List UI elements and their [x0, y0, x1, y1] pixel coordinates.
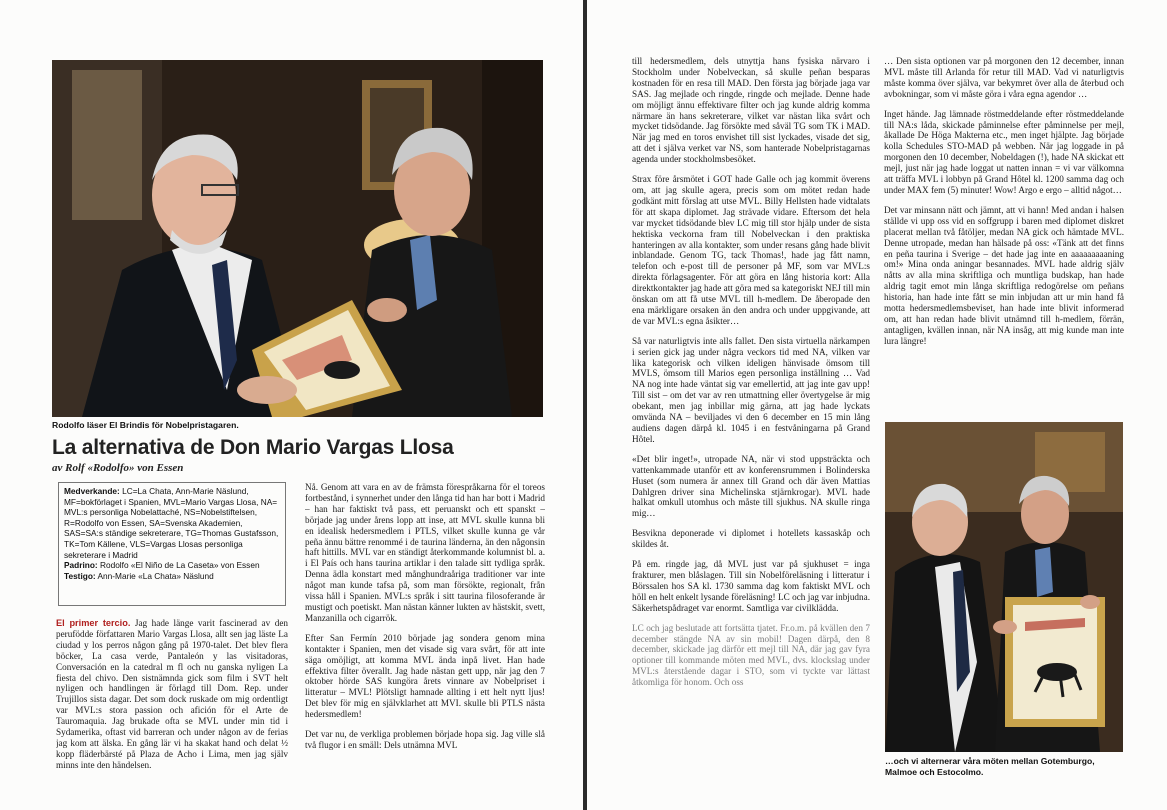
- paragraph: Inget hände. Jag lämnade röstmeddelande efter röstmeddelande till NA:s låda, skickade påminnelse efter påminnelse per mejl, åkallade De Höga Makterna etc., men inget hjälpte. Jag började kolla Schedules STO-MAD på webben. När jag loggade in på morgonen den 10 december, Nobeldagen (!), hade NA skickat ett mejl, just när jag hade loggat ut natten innan = vi var välkomna att träffa MVL i lobbyn på Grand Hôtel kl. 1200 samma dag och under MAX fem (5) minuter! Wow! Argo e ergo – alltid något…: [884, 108, 1124, 195]
- padrino-text: Rodolfo «El Niño de La Caseta» von Essen: [99, 560, 260, 571]
- padrino-label: Padrino:: [64, 560, 98, 571]
- medverkande-label: Medverkande:: [64, 486, 120, 496]
- medverkande-text: LC=La Chata, Ann-Marie Näslund, MF=bokförlaget i Spanien, MVL=Mario Vargas Llosa, NA= MVL:s personliga Nobelattaché, NS=Nobelstiftelsen, R=Rodolfo von Essen, SA=Svenska Akademien, SAS=SA:s ständige sekreterare, TG=Thomas Gustafsson, TK=Tom Källene, VLS=Vargas Llosas personliga sekreterare i Madrid: [64, 486, 279, 560]
- paragraph: Det var nu, de verkliga problemen började hopa sig. Jag ville slå två flugor i en smäll: Dels utnämna MVL: [305, 729, 545, 750]
- testigo-text: Ann-Marie «La Chata» Näslund: [97, 570, 214, 581]
- right-page: [587, 0, 1167, 810]
- paragraph: till hedersmedlem, dels utnyttja hans fysiska närvaro i Stockholm under Nobelveckan, så skulle peñan besparas kostnaden för en resa till MAD. Den första jag började jaga var SAS. Jag mejlade och ringde, ringde och mejlade. Denne hade om möjligt ännu effektivare filter och jag kunde aldrig komma närmare än hans sekreterare, vilket var nästan lika svårt och mycket tidsödande. Jag försökte med såväl TG som TK i MAD. När jag med en toros envishet till sist lyckades, visade det sig, att det i själva verket var NS, som hanterade Nobelpristagarnas agenda under stockholmsbesöket.: [632, 56, 870, 165]
- article-title: La alternativa de Don Mario Vargas Llosa: [52, 436, 454, 459]
- left-column-1: [56, 618, 288, 804]
- photo-diploma-presentation: [885, 422, 1123, 752]
- paragraph: Nå. Genom att vara en av de främsta förespråkarna för el toreos fortbestånd, i synnerhet under den långa tid han har bott i Madrid – han har faktiskt två pass, ett peruanskt och ett spanskt – började jag under årens lopp att inse, att MVL skulle kunna bli en idealisk hedersmedlem i PTLS, vilket skulle kunna ge vår peña ännu bättre renommé i de taurina länderna, än den någonsin haft hittills. MVL var en ständigt återkommande kolumnist bl. a. i El País och hans taurina artiklar i den talade sitt tydliga språk. Denna ädla konstart med månghundraåriga traditioner var inte något man kunde tafsa på, som man försökte, regionalt, från vissa håll i Spanien. MVL:s språk i sitt taurina filosoferande är mustigt och poetiskt. Man nästan känner lukten av hästskit, svett, Manzanilla och cigarrök.: [305, 482, 545, 623]
- paragraph: «Det blir inget!», utropade NA, när vi stod uppsträckta och vattenkammade utanför ett av konferensrummen i Bolinderska Huset (som numera är annex till Grand och där även Mattias Dahlgren driver sina Michelinska stjärnkrogar). MVL hade halkat omkull utomhus och måste till sjukhus. NA skulle ringa mig…: [632, 453, 870, 519]
- paragraph: Besvikna deponerade vi diplomet i hotellets kassaskåp och skildes åt.: [632, 528, 870, 550]
- left-column-2: [305, 482, 545, 804]
- paragraph: Efter San Fermín 2010 började jag sondera genom mina kontakter i Spanien, men det visade sig vara svårt, för att inte säga omöjligt, att komma MVL ända inpå livet. Han hade effektiva filter överallt. Jag hade nästan gett upp, när jag den 7 oktober hörde SAS kungöra årets vinnare av Nobelpriset i litteratur – MVL! Plötsligt hamnade allting i ett helt nytt ljus! Det blev för mig en självklarhet att MVI. skulle bli PTLS nästa hedersmedlem!: [305, 632, 545, 720]
- photo-rodolfo-reading: [52, 60, 543, 417]
- paragraph: Strax före årsmötet i GOT hade Galle och jag kommit överens om, att jag skulle agera, precis som om mötet redan hade godkänt mitt förslag att utse MVL. Billy Hellsten hade vidtalats för att skapa diplomet. Jag strävade vidare. Eftersom det hela var mycket tidsödande blev LC mig till stor hjälp under de sista hektiska veckorna fram till Nobelveckan i den praktiska hanteringen av alla kontakter, som under resans gång hade blivit inblandade. Genom TG, tack Thomas!, hade jag fått namn, telefon och e-post till de personer på MF, som var MVL:s direkta förlagsagenter. För att göra en lång historia kort: Alla direktkontakter jag hade att göra med sa kategoriskt NEJ till min önskan om att få utse MVL till h-medlem. De åberopade den ena märkligare orsaken än den andra och under uppgivande, att de var MVL:s egna åsikter…: [632, 174, 870, 326]
- paragraph: … Den sista optionen var på morgonen den 12 december, innan MVL måste till Arlanda för retur till MAD. Vad vi naturligtvis måste komma över själva, var bekymret över alla de återbud och avbokningar, som vi måste göra i våra egna agendor …: [884, 56, 1124, 99]
- paragraph: Det var minsann nätt och jämnt, att vi hann! Med andan i halsen ställde vi upp oss vid en soffgrupp i baren med diplomet diskret placerat mellan två fåtöljer, medan NA gick och hämtade MVL. Denne utropade, medan han hälsade på oss: «Tänk att det finns en peña taurina i Sverige – det hade jag inte en aaaaaaaaaning om!» Mina onda aningar besannades. MVL hade aldrig själv nåtts av alla mina skriftliga och muntliga budskap, han hade aldrig tagit emot min långa skriftliga redogörelse om peñans historia, han hade inte fått se min inbjudan att ur min hand få motta hedersmedlemsbeviset, han hade inte blivit informerad om, att han redan hade blivit utnämnd till h-medlem, förrän, antagligen, kvällen innan, när NA insåg, att mig kunde man inte lura längre!: [884, 204, 1124, 346]
- paragraph: [56, 618, 288, 771]
- bottom-photo: [885, 422, 1123, 752]
- right-column-2: [884, 56, 1124, 416]
- paragraph: På em. ringde jag, då MVL just var på sjukhuset = inga frakturer, men blåslagen. Till sin Nobelföreläsning i litteratur i Börssalen hos SA kl. 1730 samma dag kom faktiskt MVL och höll en helt enkelt lysande föreläsning! LC och jag var inbjudna. Säkerhetspådraget var enormt. Samtliga var civilklädda.: [632, 559, 870, 613]
- paragraph: Så var naturligtvis inte alls fallet. Den sista virtuella närkampen i serien gick jag under några veckors tid med NA, vilken var lika kategorisk och vilken ideligen hänvisade ömsom till MVLS, ömsom till Marios egen personliga inställning … Vad NA nog inte hade väntat sig var emellertid, att jag inte gav upp! Till sist – om det var av ren utmattning eller övertygelse är mig obekant, men jag inbillar mig gärna, att jag hade lyckats omvända NA – beviljades vi den 6 december en 15 min lång audiens dagen därpå kl. 1045 i en festvåningarna på Grand Hôtel.: [632, 335, 870, 444]
- article-byline: av Rolf «Rodolfo» von Essen: [52, 462, 184, 474]
- top-photo-caption: Rodolfo läser El Brindis för Nobelpristagaren.: [52, 420, 239, 430]
- top-photo: [52, 60, 543, 417]
- section-lead: El primer tercio.: [56, 618, 131, 628]
- credits-testigo: [64, 571, 280, 582]
- credits-medverkande: [64, 486, 280, 560]
- bottom-photo-caption: …och vi alternerar våra möten mellan Gotemburgo, Malmoe och Estocolmo.: [885, 756, 1095, 777]
- testigo-label: Testigo:: [64, 570, 96, 581]
- left-page: [0, 0, 583, 810]
- right-column-1: [632, 56, 870, 804]
- credits-padrino: [64, 560, 280, 571]
- paragraph: LC och jag beslutade att fortsätta tjatet. Fr.o.m. på kvällen den 7 december stängde NA av sin mobil! Dagen därpå, den 8 december, skickade jag därför ett mejl till NA, där jag gav fyra optioner till kommande möten med MVL, dvs. klockslag under MVL:s återstående dagar i STO, som vi tyckte var lättast åtkomliga för honom. Och oss: [632, 622, 870, 688]
- credits-box: [58, 482, 286, 606]
- paragraph-text: Jag hade länge varit fascinerad av den perufödde författaren Mario Vargas Llosa, allt sen jag läste La ciudad y los perros någon gång på 1970-talet. Det blev flera böcker, La casa verde, Pantaleón y las visitadoras, Conversación en la catedral m fl och nu ganska nyligen La fiesta del chivo. Den sistnämnda gick som film i SVT helt nyligen och handlingen är förlagd till Dom. Rep. under Trujillos sista dagar. Det som dock ruskade om mig ordentligt var MVL:s stora passion och afición för el Arte de Tauromaquia. Jag brukade ofta se MVL under min tid i Sydamerika, oftast vid barreran och under någon av de ferias jag kom att älska. En gång lär vi ha skakat hand och delat ½ kopp fläderbärsté på Plaza de Acho i Lima, men jag själv minns inte den händelsen.: [56, 618, 288, 770]
